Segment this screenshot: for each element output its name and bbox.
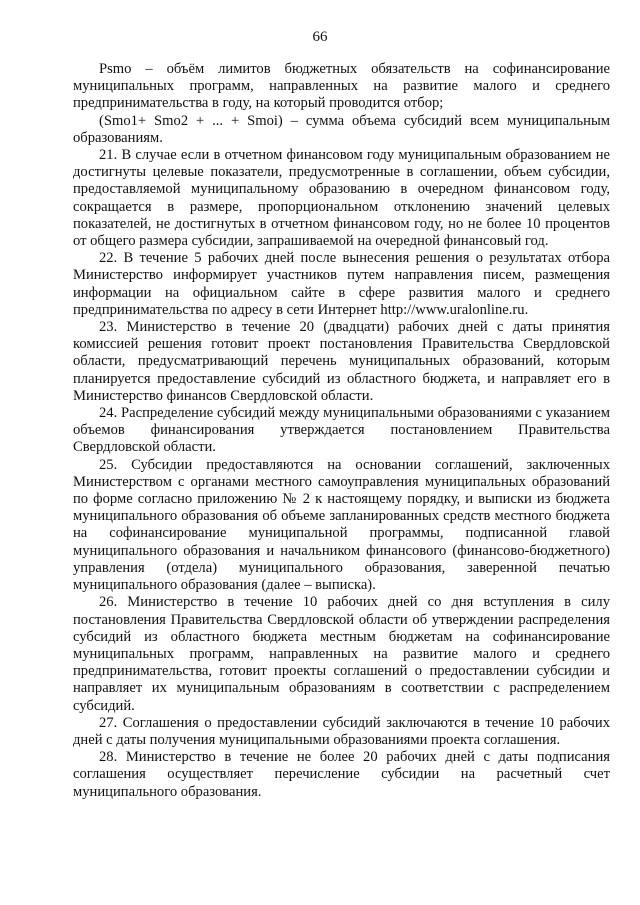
paragraph-26: 26. Министерство в течение 10 рабочих дней со дня вступления в силу постановления Правительства Свердловской области об утверждении распределения субсидий из областного бюджета местным бюджетам на софинансирование муниципальных программ, направленных на развитие малого и среднего предпринимательства, готовит проекты соглашений о предоставлении субсидии и направляет их муниципальным образованиям в соответствии с распределением субсидий. bbox=[73, 594, 610, 714]
paragraph-28: 28. Министерство в течение не более 20 рабочих дней с даты подписания соглашения осуществляет перечисление субсидии на расчетный счет муниципального образования. bbox=[73, 749, 610, 800]
paragraph-25: 25. Субсидии предоставляются на основании соглашений, заключенных Министерством с органами местного самоуправления муниципальных образований по форме согласно приложению № 2 к настоящему порядку, и выписки из бюджета муниципального образования об объеме запланированных средств местного бюджета на софинансирование муниципальной программы, подписанной главой муниципального образования и начальником финансового (финансово-бюджетного) управления (отдела) муниципального образования, заверенной печатью муниципального образования (далее – выписка). bbox=[73, 456, 610, 594]
paragraph-23: 23. Министерство в течение 20 (двадцати) рабочих дней с даты принятия комиссией решения готовит проект постановления Правительства Свердловской области, предусматривающий перечень муниципальных образований, которым планируется предоставление субсидий из областного бюджета, и направляет его в Министерство финансов Свердловской области. bbox=[73, 319, 610, 404]
paragraph-22: 22. В течение 5 рабочих дней после вынесения решения о результатах отбора Министерство информирует участников путем направления писем, размещения информации на официальном сайте в сфере развития малого и среднего предпринимательства по адресу в сети Интернет http://www.uralonline.ru. bbox=[73, 250, 610, 318]
paragraph-24: 24. Распределение субсидий между муниципальными образованиями с указанием объемов финансирования утверждается постановлением Правительства Свердловской области. bbox=[73, 405, 610, 456]
paragraph-smo-sum-definition: (Smo1+ Smo2 + ... + Smoi) – сумма объема субсидий всем муниципальным образованиям. bbox=[73, 112, 610, 146]
paragraph-psmo-definition: Psmo – объём лимитов бюджетных обязательств на софинансирование муниципальных программ, направленных на развитие малого и среднего предпринимательства в году, на который проводится отбор; bbox=[73, 61, 610, 112]
page-number: 66 bbox=[312, 29, 328, 45]
paragraph-21: 21. В случае если в отчетном финансовом году муниципальным образованием не достигнуты целевые показатели, предусмотренные в соглашении, объем субсидии, предоставляемой муниципальному образованию в очередном финансовом году, сокращается в размере, пропорциональном отклонению значений целевых показателей, не достигнутых в отчетном финансовом году, но не более 10 процентов от общего размера субсидии, запрашиваемой на очередной финансовый год. bbox=[73, 147, 610, 250]
document-body bbox=[73, 61, 610, 801]
paragraph-27: 27. Соглашения о предоставлении субсидий заключаются в течение 10 рабочих дней с даты получения муниципальными образованиями проекта соглашения. bbox=[73, 714, 610, 748]
